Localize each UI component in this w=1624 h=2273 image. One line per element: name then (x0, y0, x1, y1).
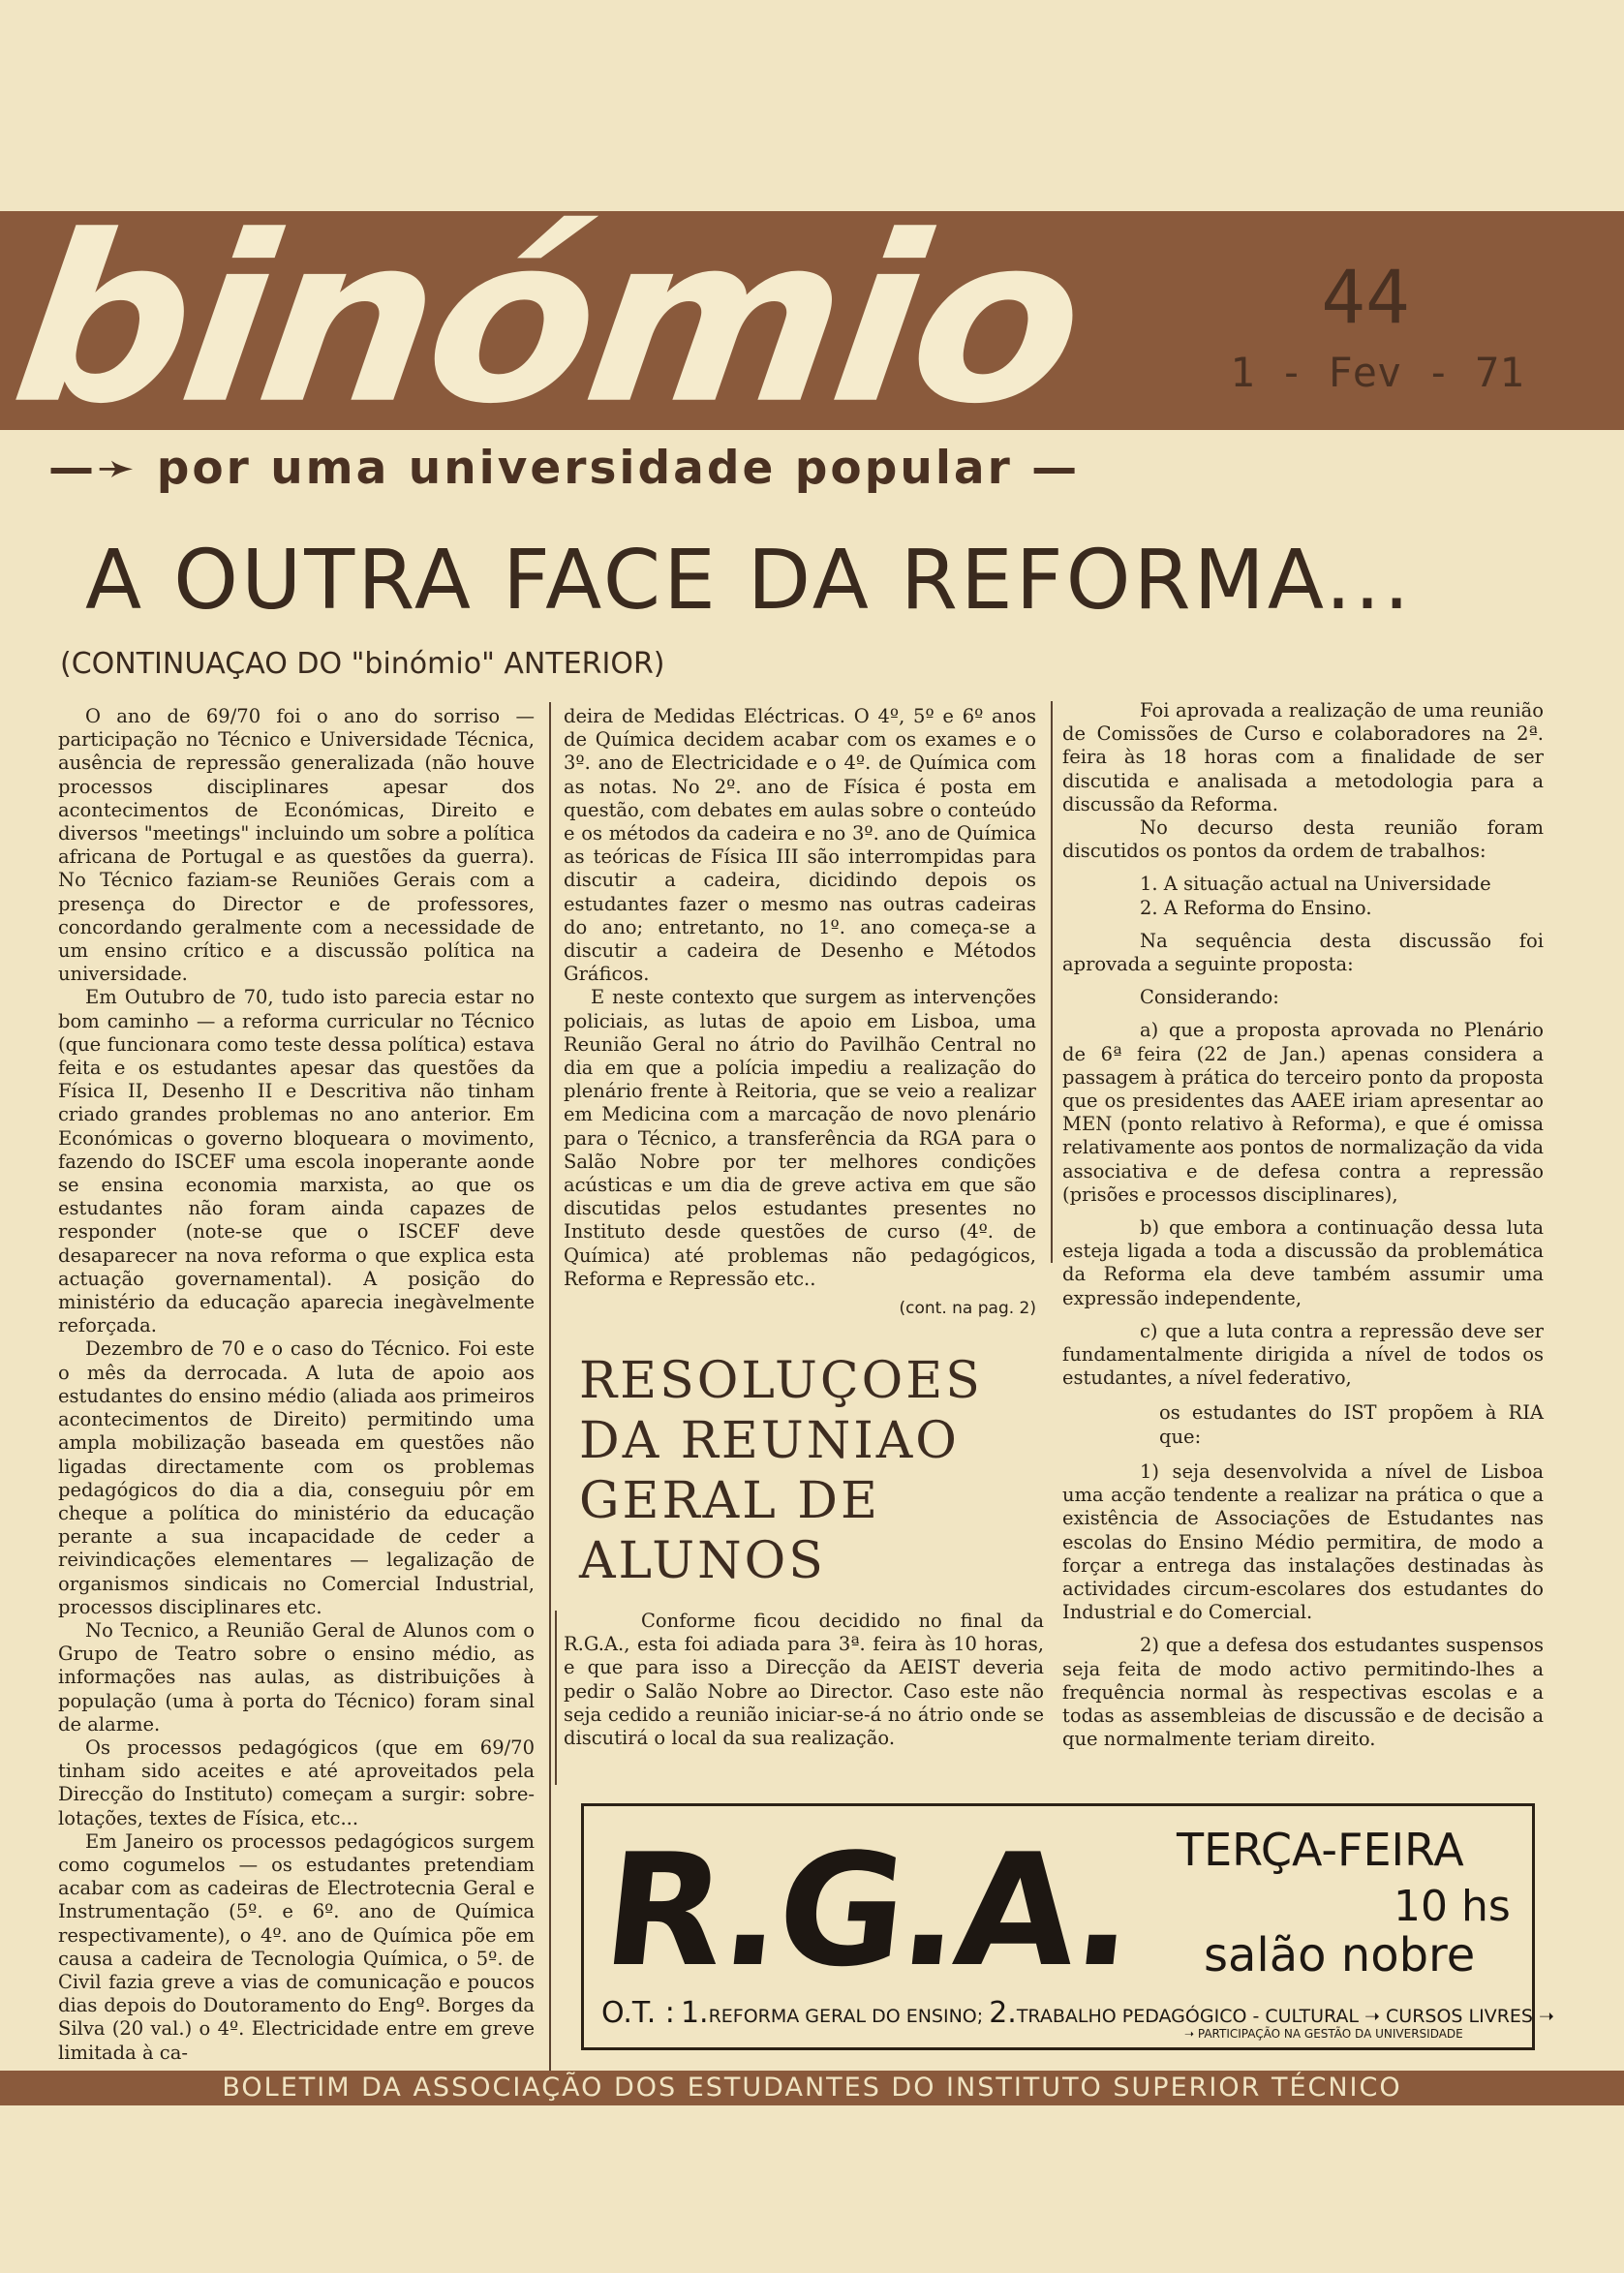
paragraph: O ano de 69/70 foi o ano do sorriso — participação no Técnico e Universidade Técnica, ausência de repressão generalizada (não houve processos disciplinares apesar dos acontecimentos de Económicas, Direito e diversos "meetings" incluindo um sobre a política africana de Portugal e as questões da guerra). No Técnico faziam-se Reuniões Gerais com a presença do Director e de professores, concordando geralmente com a necessidade de um ensino crítico e a discussão política na universidade. (58, 705, 535, 986)
headline: A OUTRA FACE DA REFORMA... (85, 533, 1413, 629)
paragraph: No Tecnico, a Reunião Geral de Alunos com o Grupo de Teatro sobre o ensino médio, as informações nas aulas, as distribuições à população (uma à porta do Técnico) foram sinal de alarme. (58, 1618, 535, 1735)
paragraph: Em Outubro de 70, tudo isto parecia estar no bom caminho — a reforma curricular no Técnico (que funcionara como teste dessa política) estava feita e os estudantes apesar das questões da Física II, Desenho II e Descritiva não tinham criado grandes problemas no ano anterior. Em Económicas o governo bloqueara o movimento, fazendo do ISCEF uma escola inoperante aonde se ensina economia marxista, ao que os estudantes não foram ainda capazes de responder (note-se que o ISCEF deve desaparecer na nova reforma o que explica esta actuação governamental). A posição do ministério da educação aparecia inegàvelmente reforçada. (58, 986, 535, 1337)
rga-agenda-continuation: ➝ PARTICIPAÇÃO NA GESTÃO DA UNIVERSIDADE (1184, 2027, 1463, 2041)
agenda-item: REFORMA GERAL DO ENSINO; (708, 2006, 984, 2027)
list-item: 1. A situação actual na Universidade (1140, 873, 1491, 896)
article-column-1 (58, 705, 535, 2065)
paragraph: Considerando: (1140, 986, 1279, 1009)
rga-announcement (581, 1803, 1554, 2050)
paragraph: c) que a luta contra a repressão deve ser fundamentalmente dirigida a nível de todos os estudantes, a nível federativo, (1062, 1319, 1544, 1390)
paragraph: Os processos pedagógicos (que em 69/70 tinham sido aceites e até aproveitados pela Direcção do Instituto) começam a surgir: sobre-lotações, textes de Física, etc... (58, 1735, 535, 1829)
article-column-2 (564, 705, 1036, 1320)
newspaper-title: binómio (0, 186, 1094, 454)
agenda-prefix: O.T. : (601, 1996, 675, 2030)
rga-big-title: R.G.A. (596, 1820, 1141, 2001)
issue-date: 1 - Fev - 71 (1230, 349, 1524, 396)
continuation-note: (CONTINUAÇAO DO "binómio" ANTERIOR) (60, 647, 665, 681)
column-rule (1051, 701, 1053, 1263)
paragraph: deira de Medidas Eléctricas. O 4º, 5º e 6º anos de Química decidem acabar com os exames e o 3º. ano de Electricidade e o 4º. de Química com as notas. No 2º. ano de Física é posta em questão, com debates em aulas sobre o conteúdo e os métodos da cadeira e no 3º. ano de Química as teóricas de Física III são interrompidas para discutir a cadeira, dicidindo depois os estudantes fazer o mesmo nas outras cadeiras do ano; entretanto, no 1º. ano começa-se a discutir a cadeira de Desenho e Métodos Gráficos. (564, 705, 1036, 986)
column-rule (549, 702, 551, 2077)
resolutions-column (1062, 699, 1544, 1751)
paragraph: Dezembro de 70 e o caso do Técnico. Foi este o mês da derrocada. A luta de apoio aos estudantes do ensino médio (aliada aos primeiros acontecimentos de Direito) permitindo uma ampla mobilização baseada em questões não ligadas directamente com os problemas pedagógicos do dia a dia, conseguiu pôr em cheque a política do ministério da educação perante a sua incapacidade de ceder a reivindicações elementares — legalização de organismos sindicais no Comercial Industrial, processos disciplinares etc. (58, 1337, 535, 1618)
paragraph: No decurso desta reunião foram discutidos os pontos da ordem de trabalhos: (1062, 816, 1544, 863)
column-rule (555, 1611, 557, 1785)
resolutions-intro (564, 1610, 1044, 1750)
paragraph: Foi aprovada a realização de uma reunião de Comissões de Curso e colaboradores na 2ª. feira às 18 horas com a finalidade de ser discutida e analisada a metodologia para a discussão da Reforma. (1062, 699, 1544, 815)
continued-note: (cont. na pag. 2) (899, 1299, 1036, 1319)
list-item: 2. A Reforma do Ensino. (1140, 896, 1372, 919)
footer-text: BOLETIM DA ASSOCIAÇÃO DOS ESTUDANTES DO INSTITUTO SUPERIOR TÉCNICO (222, 2073, 1402, 2103)
paragraph: os estudantes do IST propõem à RIA que: (1159, 1401, 1544, 1448)
paragraph: a) que a proposta aprovada no Plenário de 6ª feira (22 de Jan.) apenas considera a passagem à prática do terceiro ponto da proposta que os presidentes das AAEE iriam apresentar ao MEN (ponto relativo à Reforma), e que é omissa relativamente aos pontos de normalização da vida associativa e de defesa contra a repressão (prisões e processos disciplinares), (1062, 1019, 1544, 1206)
paragraph: 1) seja desenvolvida a nível de Lisboa uma acção tendente a realizar na prática o que a existência de Associações de Estudantes nas escolas do Ensino Médio permitira, de modo a forçar a entrega das instalações destinadas às actividades circum-escolares dos estudantes do Industrial e do Comercial. (1062, 1459, 1544, 1624)
paragraph: Na sequência desta discussão foi aprovada a seguinte proposta: (1062, 929, 1544, 976)
slogan: —➛ por uma universidade popular — (48, 442, 1081, 495)
agenda-number: 1. (680, 1996, 709, 2030)
paragraph: b) que embora a continuação dessa luta esteja ligada a toda a discussão da problemática da Reforma ela deve também assumir uma expressão independente, (1062, 1216, 1544, 1309)
agenda-number: 2. (989, 1996, 1017, 2030)
paragraph: Em Janeiro os processos pedagógicos surgem como cogumelos — os estudantes pretendiam acabar com as cadeiras de Electrotecnia Geral e Instrumentação (5º. e 6º. ano de Química respectivamente), o 4º. ano de Química põe em causa a cadeira de Tecnologia Química, o 5º. de Civil fazia greve a vias de comunicação e poucos dias depois do Doutoramento do Engº. Borges da Silva (20 val.) o 4º. Electricidade entre em greve limitada à ca- (58, 1829, 535, 2064)
rga-day: TERÇA-FEIRA (1177, 1824, 1464, 1876)
rga-place: salão nobre (1204, 1928, 1476, 1982)
rga-hour: 10 hs (1394, 1882, 1511, 1931)
paragraph: E neste contexto que surgem as intervenções policiais, as lutas de apoio em Lisboa, uma Reunião Geral no átrio do Pavilhão Central no dia em que a polícia impediu a realização do plenário frente à Reitoria, que se veio a realizar em Medicina com a marcação de novo plenário para o Técnico, a transferência da RGA para o Salão Nobre por ter melhores condições acústicas e um dia de greve activa em que são discutidas pelos estudantes presentes no Instituto desde questões de curso (4º. de Química) até problemas não pedagógicos, Reforma e Repressão etc.. (564, 986, 1036, 1290)
agenda-item: TRABALHO PEDAGÓGICO - CULTURAL ➝ CURSOS LIVRES ➝ (1016, 2006, 1554, 2027)
paragraph: 2) que a defesa dos estudantes suspensos seja feita de modo activo permitindo-lhes a frequência normal às respectivas escolas e a todas as assembleias de discussão e de decisão a que normalmente teriam direito. (1062, 1634, 1544, 1751)
resolutions-title: RESOLUÇOES DA REUNIAO GERAL DE ALUNOS (579, 1352, 983, 1590)
rga-agenda (601, 1996, 1554, 2030)
paragraph: Conforme ficou decidido no final da R.G.A., esta foi adiada para 3ª. feira às 10 horas, e que para isso a Direcção da AEIST deveria pedir o Salão Nobre ao Director. Caso este não seja cedido a reunião iniciar-se-á no átrio onde se discutirá o local da sua realização. (564, 1610, 1044, 1750)
issue-number: 44 (1321, 254, 1410, 340)
